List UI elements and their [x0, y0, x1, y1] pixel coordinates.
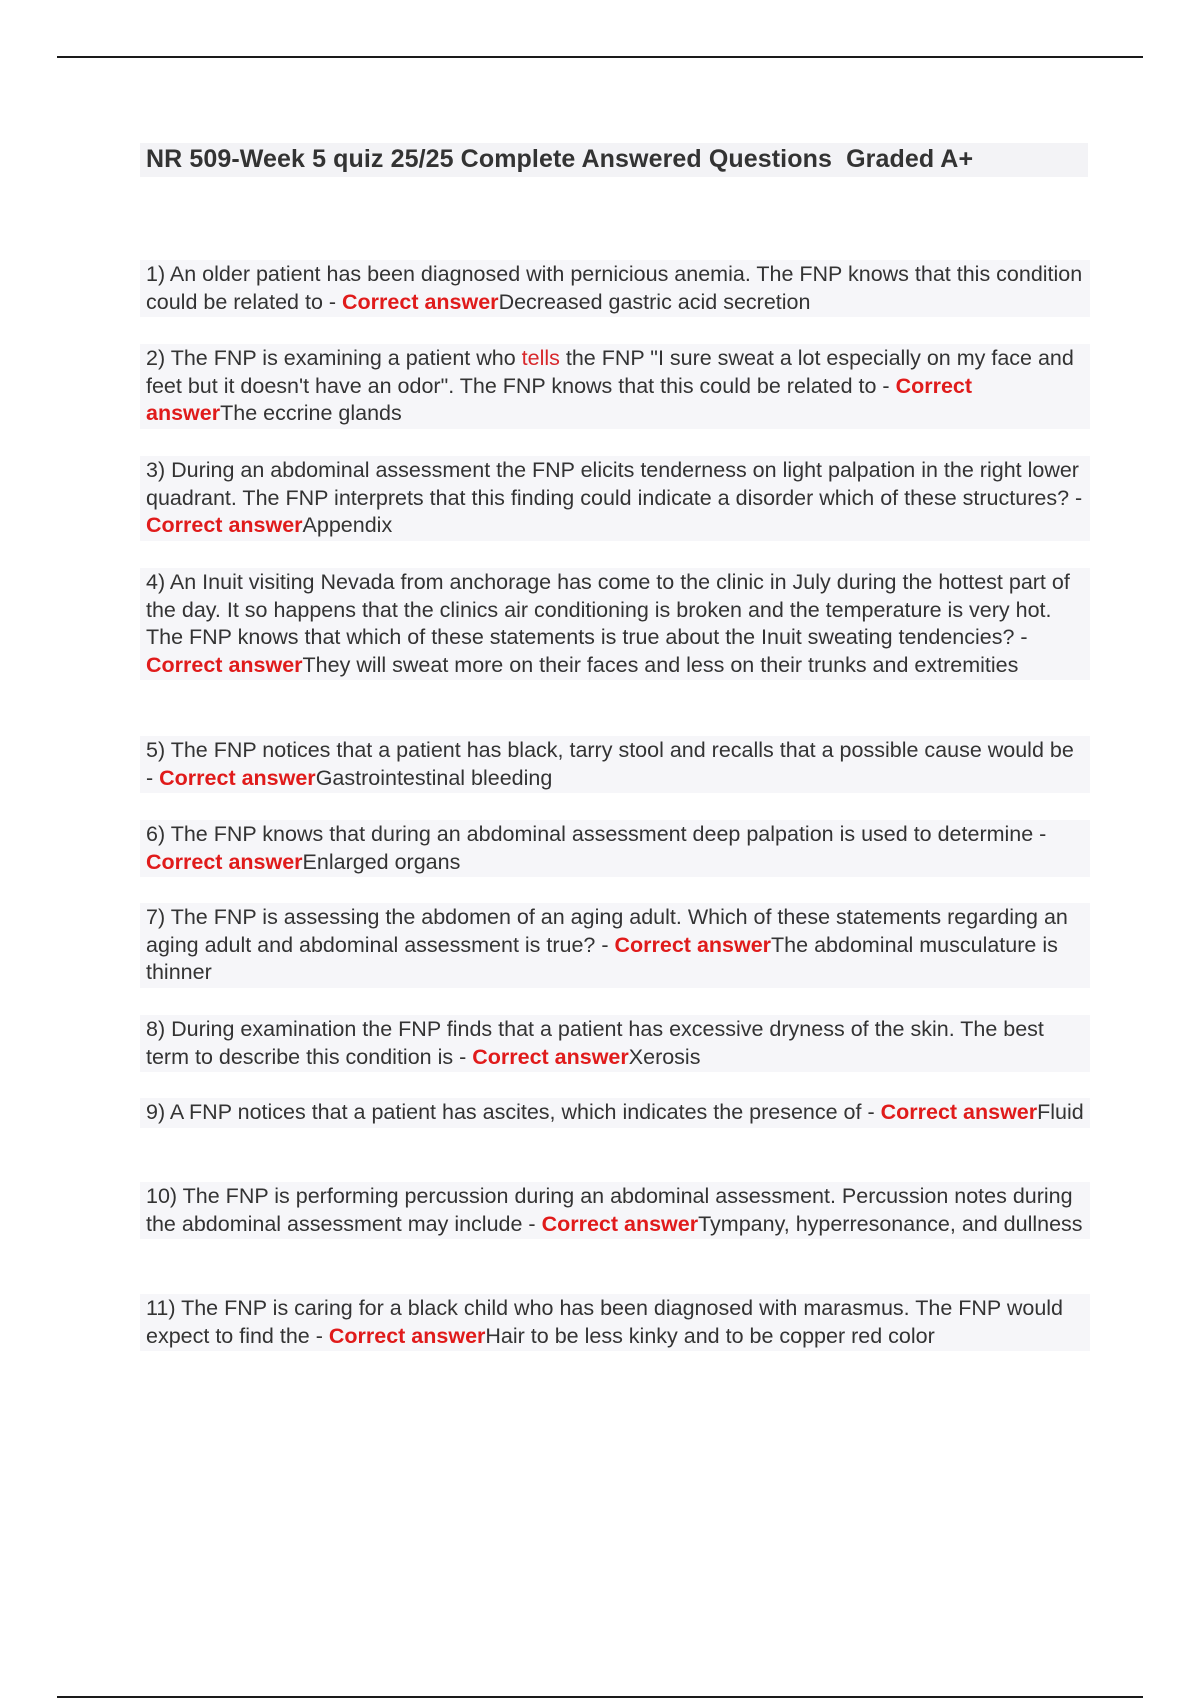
- question-7-text: 7) The FNP is assessing the abdomen of an aging adult. Which of these statements regarding an aging adult and abdominal assessment is true? -: [146, 905, 1068, 957]
- question-10: [140, 1182, 1090, 1239]
- question-3-answer: Appendix: [302, 513, 393, 537]
- question-1-answer: Decreased gastric acid secretion: [498, 289, 811, 314]
- question-4: [140, 568, 1090, 680]
- question-1: [140, 260, 1090, 317]
- correct-answer-label: Correct answer: [146, 652, 303, 677]
- question-4-text: 4) An Inuit visiting Nevada from anchorage has come to the clinic in July during the hottest part of the day. It so happens that the clinics air conditioning is broken and the temperature is very hot. The FNP knows that which of these statements is true about the Inuit sweating tendencies? -: [146, 570, 1070, 649]
- question-5-text: 5) The FNP notices that a patient has black, tarry stool and recalls that a possible cause would be -: [146, 738, 1074, 790]
- question-4-answer: They will sweat more on their faces and less on their trunks and extremities: [302, 652, 1019, 677]
- question-2-text: 2) The FNP is examining a patient who: [146, 346, 522, 370]
- top-rule: [57, 56, 1143, 58]
- correct-answer-label: Correct answer: [159, 765, 316, 790]
- correct-answer-label: Correct answer: [146, 373, 973, 425]
- question-9-text: 9) A FNP notices that a patient has ascites, which indicates the presence of -: [146, 1100, 881, 1124]
- question-9: [140, 1098, 1090, 1128]
- question-11-text: 11) The FNP is caring for a black child who has been diagnosed with marasmus. The FNP would expect to find the -: [146, 1296, 1064, 1348]
- question-2: [140, 344, 1090, 429]
- question-11: [140, 1294, 1090, 1351]
- correct-answer-label: Correct answer: [614, 932, 772, 957]
- question-11-answer: Hair to be less kinky and to be copper red color: [485, 1323, 935, 1348]
- document-title: NR 509-Week 5 quiz 25/25 Complete Answered Questions Graded A+: [146, 145, 974, 173]
- question-3-text: 3) During an abdominal assessment the FNP elicits tenderness on light palpation in the right lower quadrant. The FNP interprets that this finding could indicate a disorder which of these structures? -: [146, 458, 1083, 510]
- question-2-highlighted-word: tells: [521, 346, 560, 370]
- correct-answer-label: Correct answer: [146, 513, 303, 537]
- correct-answer-label: Correct answer: [146, 849, 303, 874]
- question-9-answer: Fluid: [1037, 1100, 1084, 1124]
- question-8-text: 8) During examination the FNP finds that a patient has excessive dryness of the skin. The best term to describe this condition is -: [146, 1017, 1044, 1069]
- correct-answer-label: Correct answer: [880, 1100, 1038, 1124]
- bottom-rule: [57, 1696, 1143, 1698]
- question-2-text-continued: the FNP "I sure sweat a lot especially on my face and feet but it doesn't have an odor". The FNP knows that this could be related to -: [146, 346, 1074, 398]
- correct-answer-label: Correct answer: [342, 289, 499, 314]
- question-10-answer: Tympany, hyperresonance, and dullness: [698, 1211, 1083, 1236]
- question-6: [140, 820, 1090, 877]
- question-3: [140, 456, 1090, 541]
- question-6-text: 6) The FNP knows that during an abdominal assessment deep palpation is used to determine -: [146, 822, 1047, 846]
- question-5-answer: Gastrointestinal bleeding: [315, 765, 553, 790]
- question-10-text: 10) The FNP is performing percussion during an abdominal assessment. Percussion notes during the abdominal assessment may include -: [146, 1184, 1073, 1236]
- correct-answer-label: Correct answer: [328, 1323, 486, 1348]
- correct-answer-label: Correct answer: [472, 1044, 629, 1069]
- question-7: [140, 903, 1090, 988]
- question-1-text: 1) An older patient has been diagnosed with pernicious anemia. The FNP knows that this condition could be related to -: [146, 262, 1083, 314]
- question-5: [140, 736, 1090, 793]
- question-7-answer: The abdominal musculature is thinner: [146, 932, 1058, 984]
- correct-answer-label: Correct answer: [541, 1211, 699, 1236]
- question-2-answer: The eccrine glands: [220, 401, 402, 425]
- question-8: [140, 1015, 1090, 1072]
- question-6-answer: Enlarged organs: [302, 849, 461, 874]
- question-8-answer: Xerosis: [628, 1044, 701, 1069]
